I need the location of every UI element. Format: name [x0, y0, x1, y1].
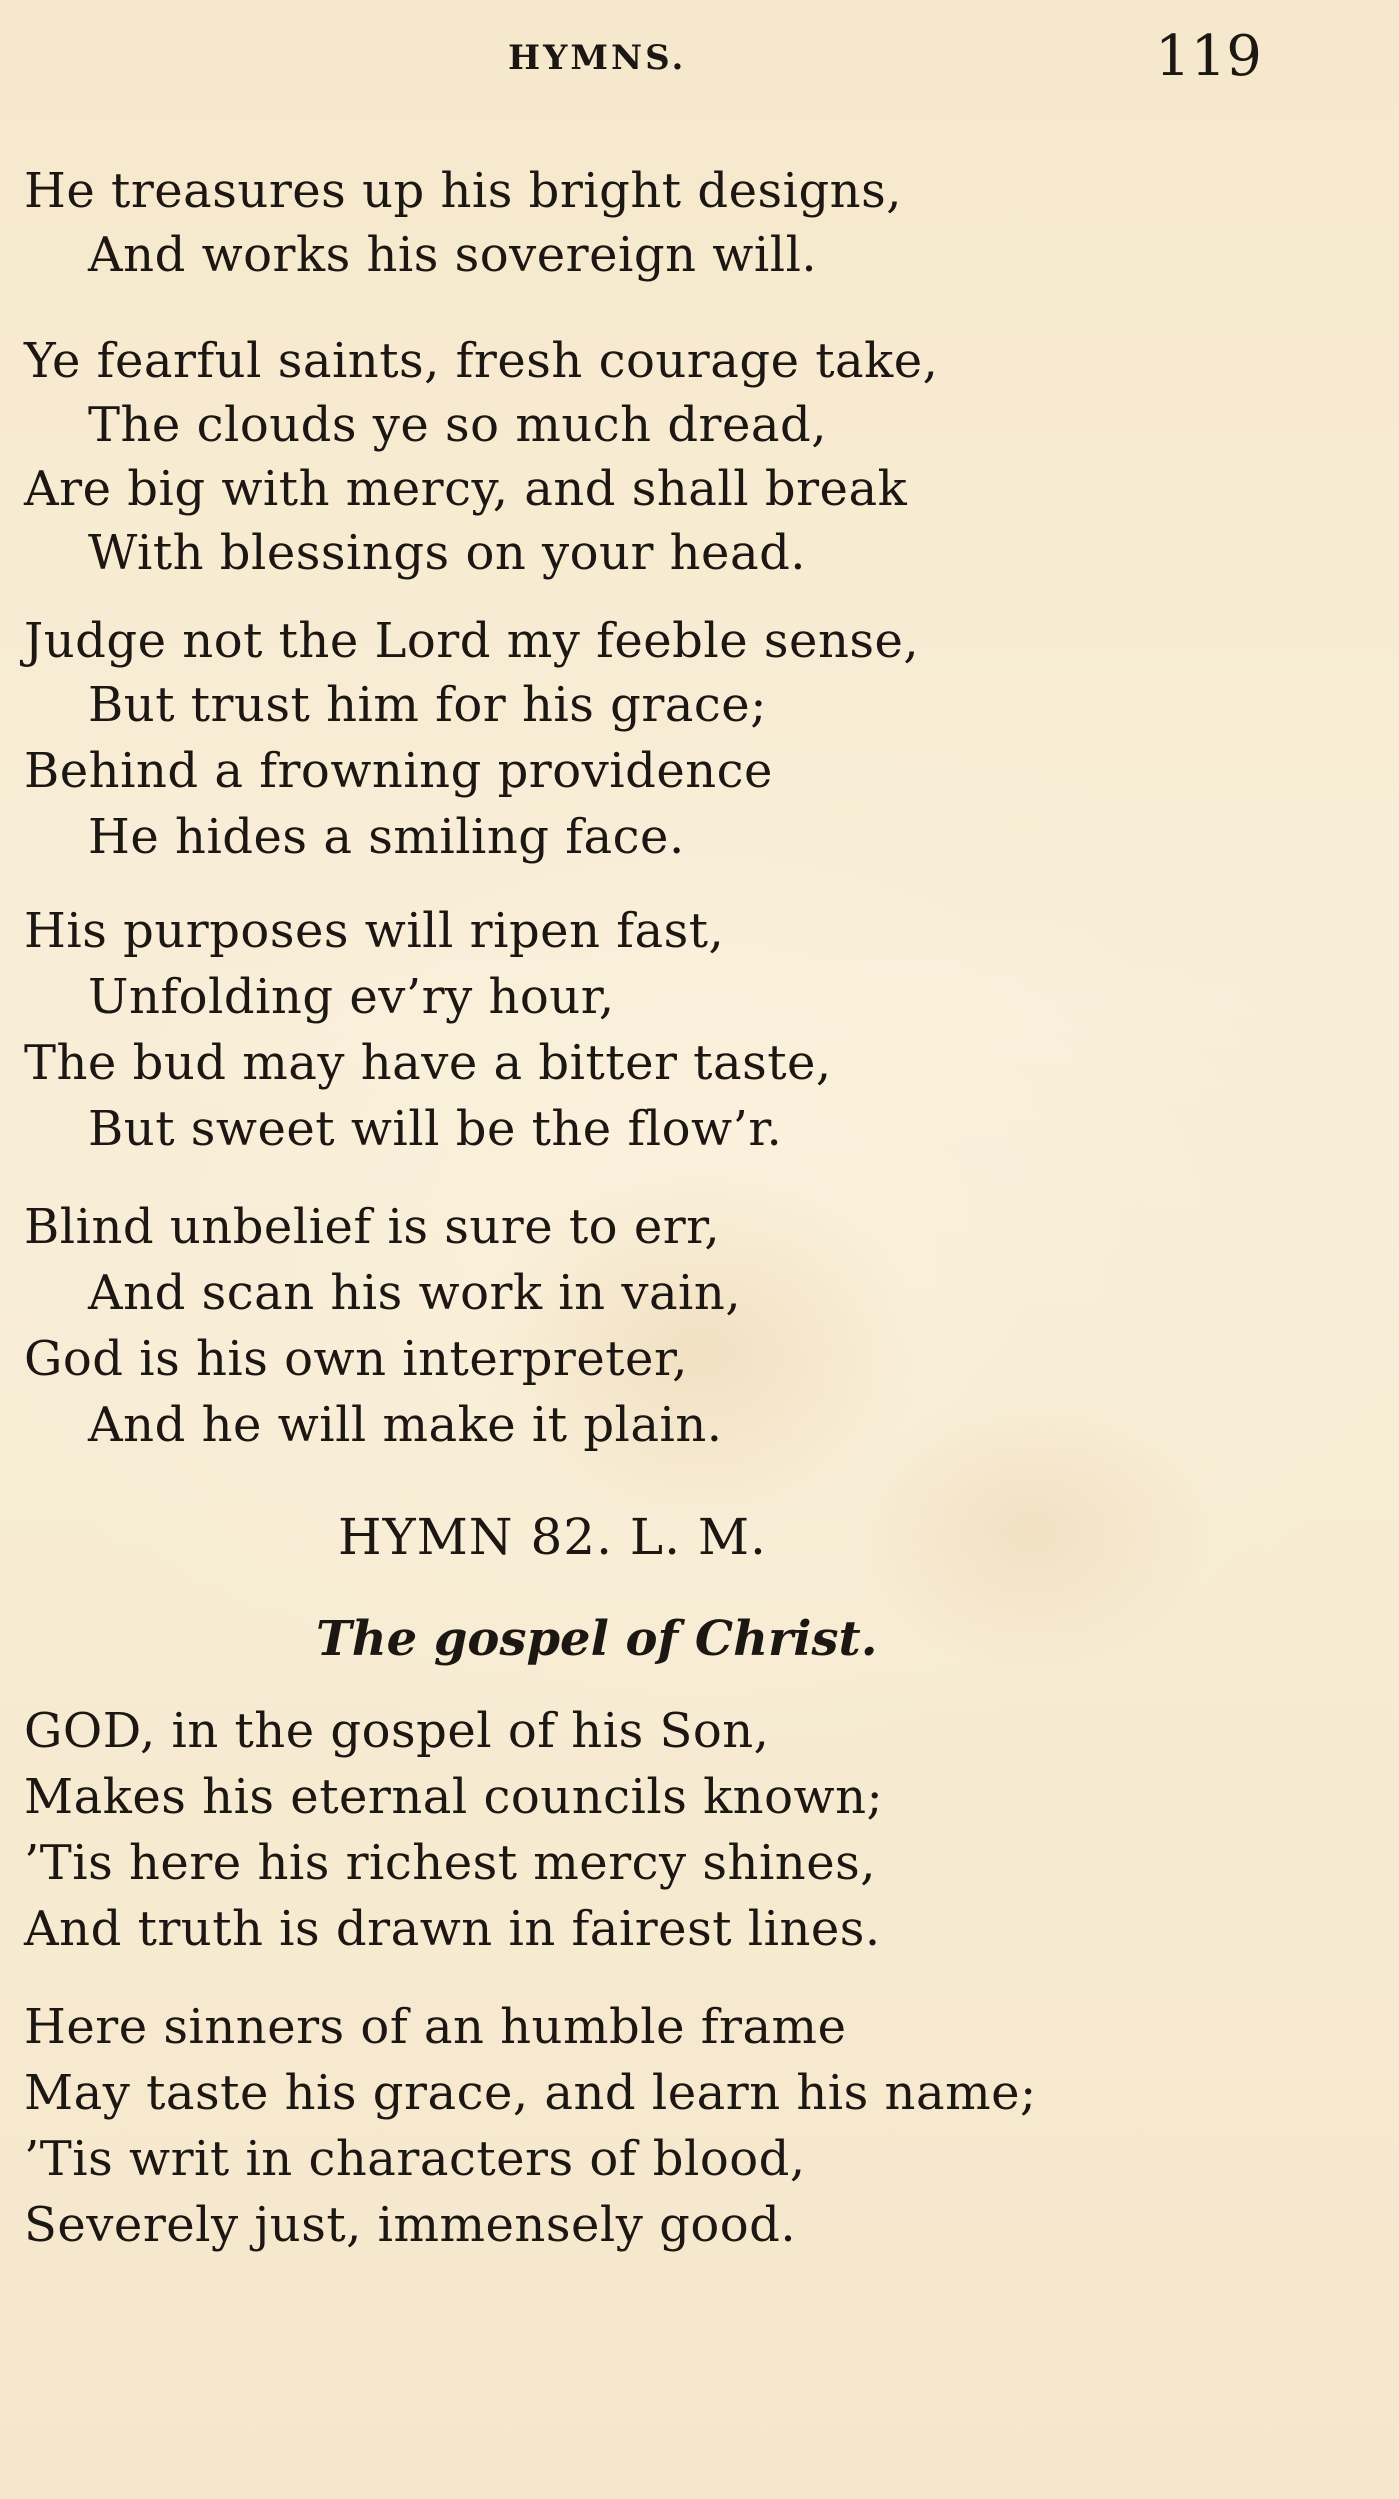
- verse-line: Judge not the Lord my feeble sense,: [24, 613, 920, 669]
- verse-line: He hides a smiling face.: [88, 809, 685, 865]
- verse-line: And works his sovereign will.: [88, 227, 818, 283]
- hymn-subtitle: The gospel of Christ.: [316, 1611, 878, 1667]
- verse-line: ’Tis writ in characters of blood,: [24, 2131, 806, 2187]
- verse-line: God is his own interpreter,: [24, 1331, 688, 1387]
- verse-line: Here sinners of an humble frame: [24, 1999, 847, 2055]
- verse-line: Are big with mercy, and shall break: [24, 461, 908, 517]
- verse-line: And scan his work in vain,: [88, 1265, 742, 1321]
- verse-line: Severely just, immensely good.: [24, 2197, 797, 2253]
- verse-line: GOD, in the gospel of his Son,: [24, 1703, 770, 1759]
- verse-line: The bud may have a bitter taste,: [24, 1035, 832, 1091]
- verse-line: And truth is drawn in fairest lines.: [24, 1901, 881, 1957]
- verse-line: Behind a frowning providence: [24, 743, 773, 799]
- verse-line: Makes his eternal councils known;: [24, 1769, 884, 1825]
- hymn-heading: HYMN 82. L. M.: [338, 1508, 767, 1566]
- verse-line: But trust him for his grace;: [88, 677, 767, 733]
- verse-line: Ye fearful saints, fresh courage take,: [24, 333, 939, 389]
- verse-line: And he will make it plain.: [88, 1397, 723, 1453]
- verse-line: He treasures up his bright designs,: [24, 163, 902, 219]
- verse-line: But sweet will be the flow’r.: [88, 1101, 783, 1157]
- verse-line: Blind unbelief is sure to err,: [24, 1199, 721, 1255]
- verse-line: ’Tis here his richest mercy shines,: [24, 1835, 877, 1891]
- running-head: HYMNS.: [508, 38, 687, 78]
- verse-line: His purposes will ripen fast,: [24, 903, 725, 959]
- verse-line: Unfolding ev’ry hour,: [88, 969, 615, 1025]
- verse-line: With blessings on your head.: [88, 525, 807, 581]
- verse-line: The clouds ye so much dread,: [88, 397, 827, 453]
- verse-line: May taste his grace, and learn his name;: [24, 2065, 1037, 2121]
- page-number: 119: [1155, 24, 1262, 89]
